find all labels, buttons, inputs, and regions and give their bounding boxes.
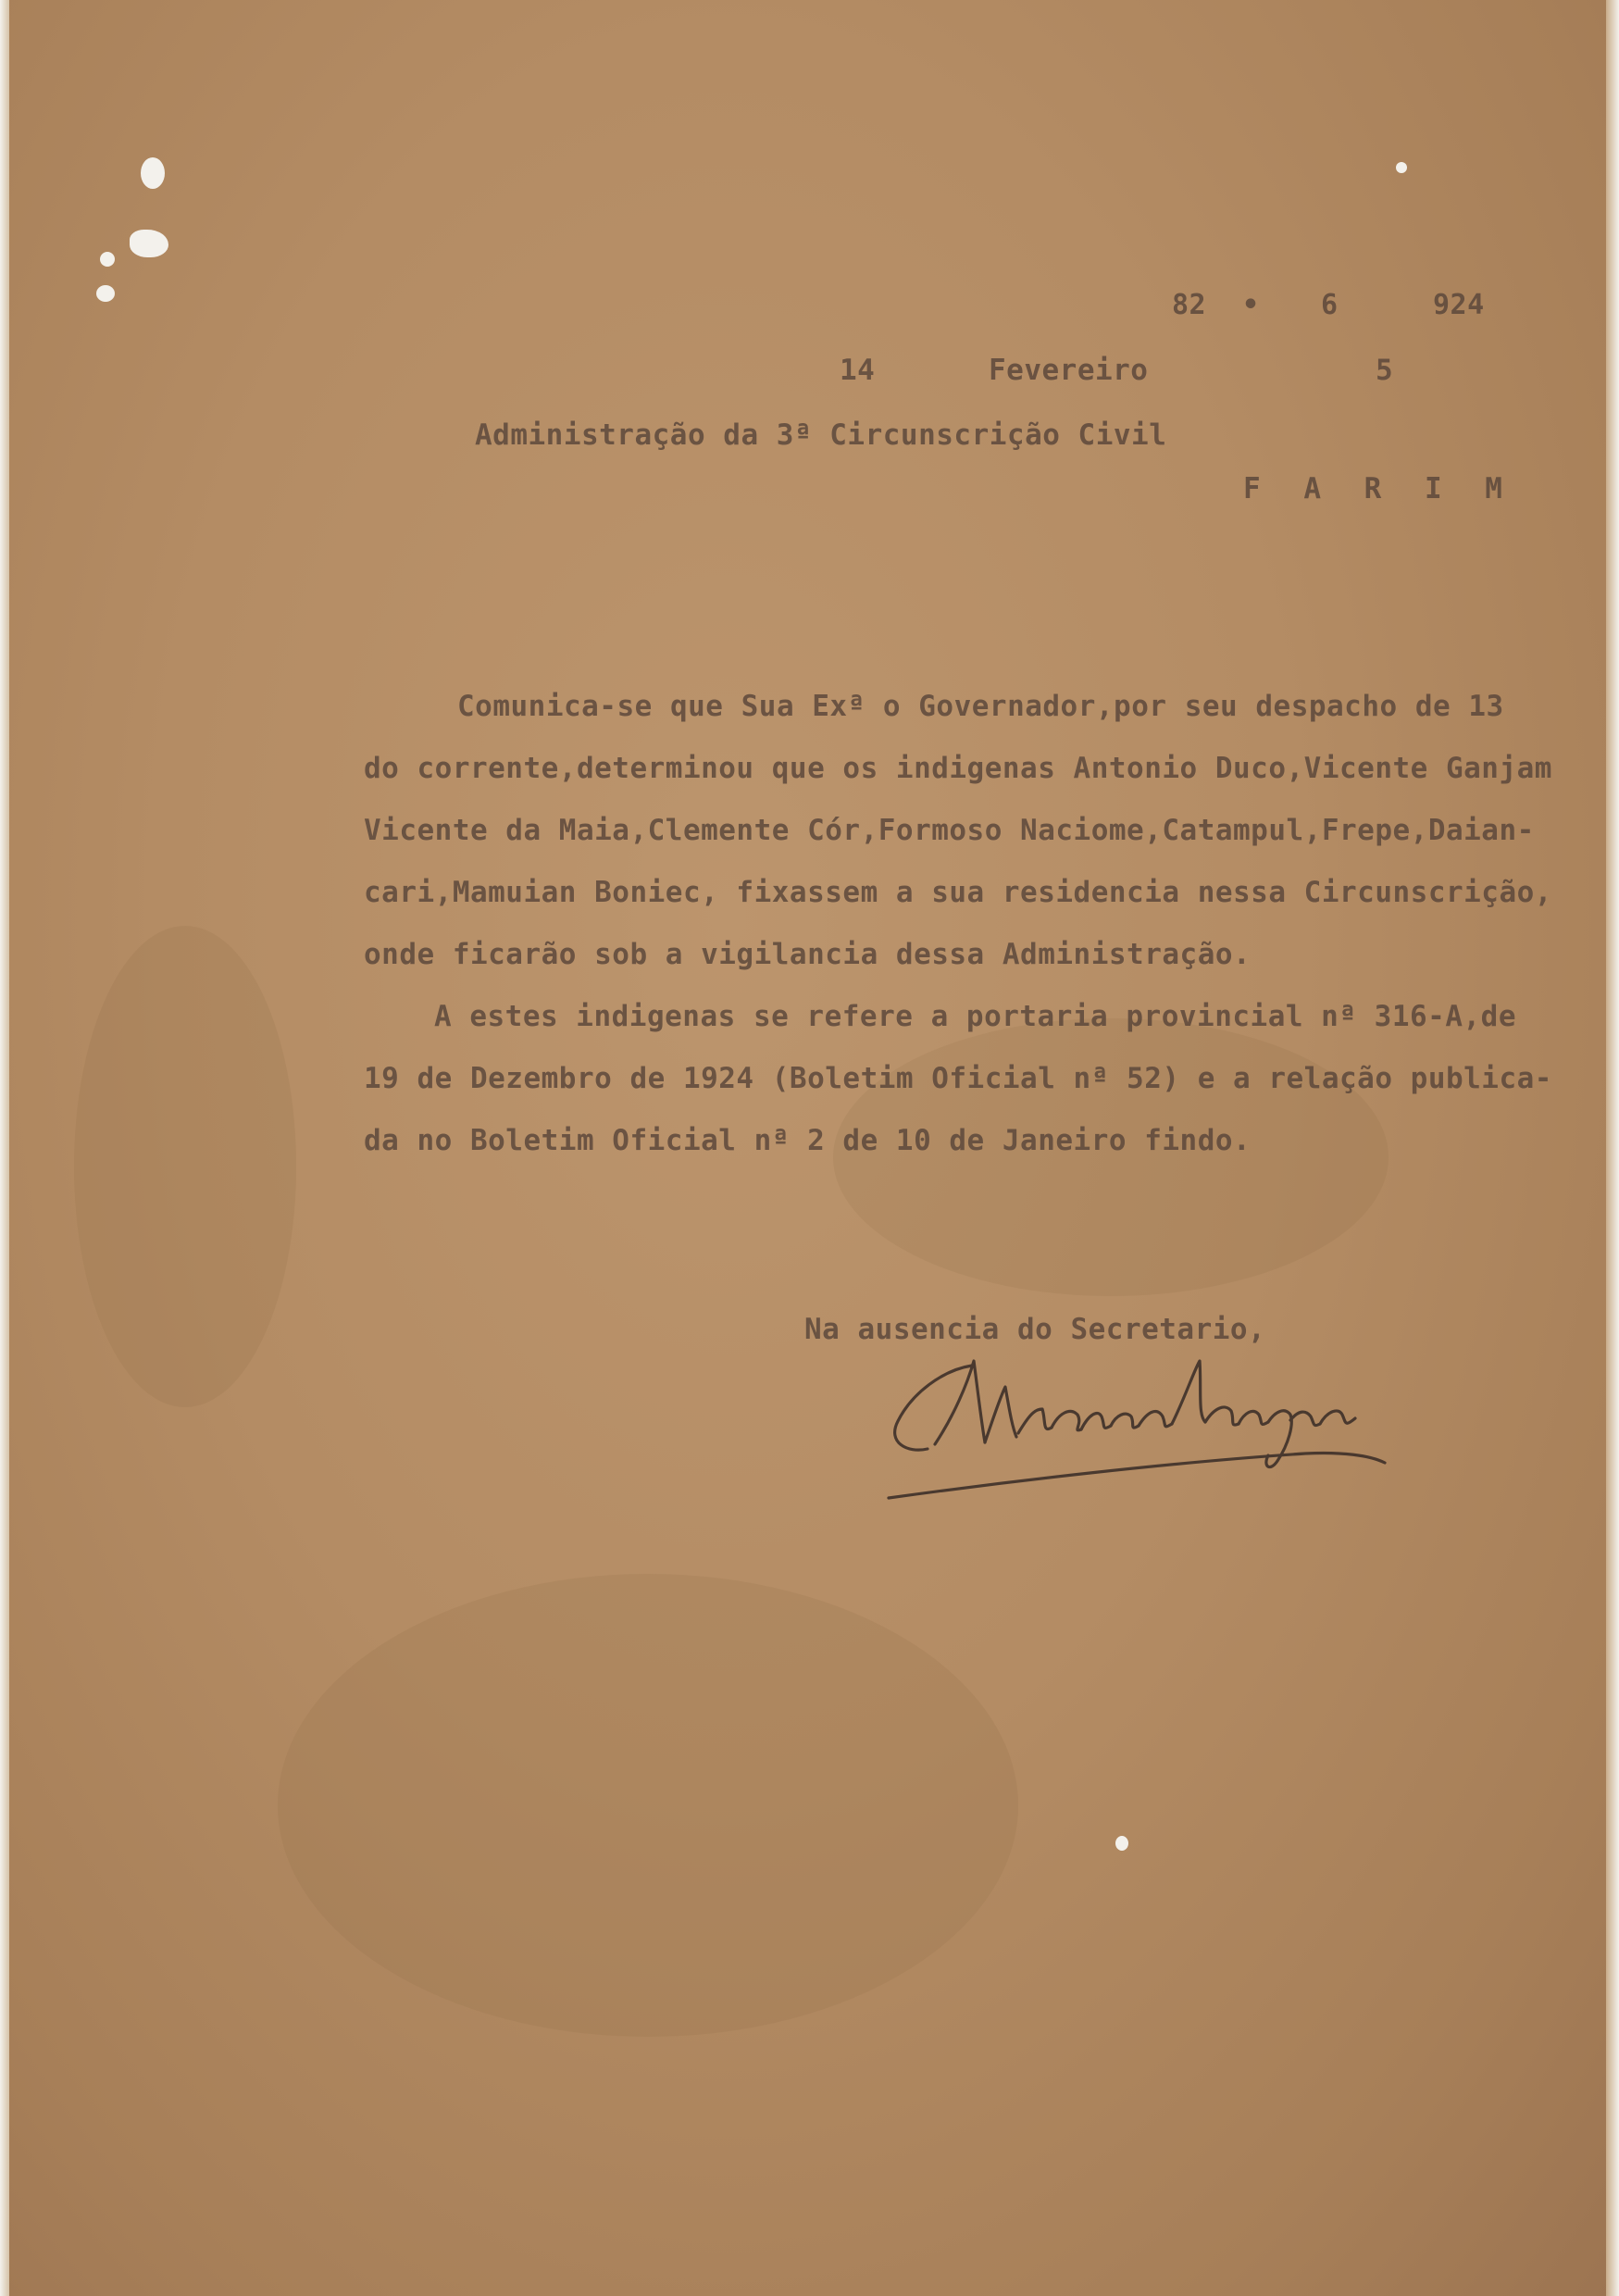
paper-right-edge bbox=[1606, 0, 1619, 2296]
closing-text: Na ausencia do Secretario, bbox=[804, 1313, 1266, 1346]
body-line: cari,Mamuian Boniec, fixassem a sua residencia nessa Circunscrição, bbox=[364, 876, 1552, 909]
paper-damage-hole bbox=[100, 252, 115, 267]
date-year: 5 bbox=[1376, 354, 1394, 387]
paper-damage-hole bbox=[1115, 1836, 1128, 1851]
body-line: da no Boletim Oficial nª 2 de 10 de Janeiro findo. bbox=[364, 1124, 1252, 1157]
paper-damage-hole bbox=[96, 285, 115, 302]
reference-number: 82 bbox=[1172, 289, 1207, 321]
signature-drawing bbox=[870, 1333, 1407, 1518]
body-line: 19 de Dezembro de 1924 (Boletim Oficial nª 52) e a relação publica- bbox=[364, 1062, 1552, 1095]
office-title: Administração da 3ª Circunscrição Civil bbox=[475, 418, 1167, 452]
body-line: onde ficarão sob a vigilancia dessa Administração. bbox=[364, 938, 1252, 971]
body-line: Vicente da Maia,Clemente Cór,Formoso Naciome,Catampul,Frepe,Daian- bbox=[364, 814, 1535, 847]
paper-stain bbox=[74, 926, 296, 1407]
paper-damage-hole bbox=[141, 157, 165, 189]
paper-damage-hole bbox=[1396, 162, 1407, 173]
paper-damage-hole bbox=[130, 230, 168, 257]
body-line: do corrente,determinou que os indigenas Antonio Duco,Vicente Ganjam bbox=[364, 752, 1552, 785]
body-line: A estes indigenas se refere a portaria provincial nª 316-A,de bbox=[434, 1000, 1516, 1033]
reference-dot: • bbox=[1242, 289, 1260, 321]
paper-left-edge bbox=[0, 0, 9, 2296]
date-day: 14 bbox=[840, 354, 876, 387]
body-line: Comunica-se que Sua Exª o Governador,por seu despacho de 13 bbox=[457, 690, 1504, 723]
paper-stain bbox=[278, 1574, 1018, 2037]
paper-stain bbox=[833, 1018, 1389, 1296]
reference-year: 924 bbox=[1433, 289, 1485, 321]
handwritten-signature bbox=[870, 1333, 1407, 1518]
destination-place: F A R I M bbox=[1243, 472, 1515, 505]
reference-folio: 6 bbox=[1321, 289, 1339, 321]
date-month: Fevereiro bbox=[989, 354, 1149, 387]
